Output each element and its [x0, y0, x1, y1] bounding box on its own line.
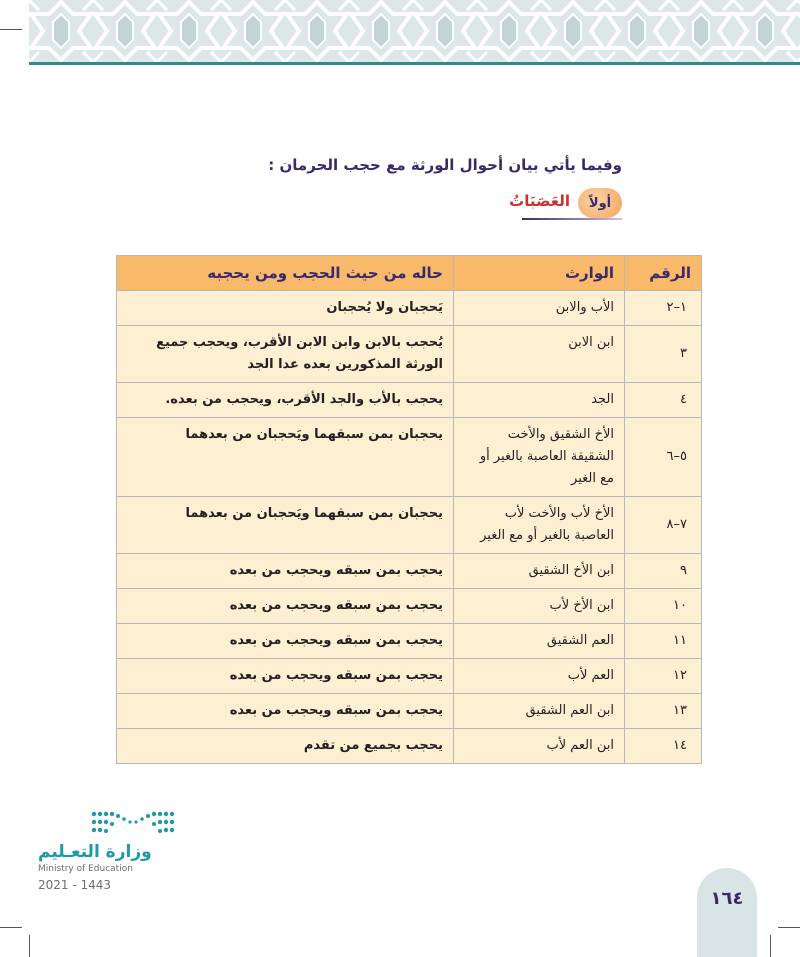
table-row: [117, 418, 702, 497]
table-row: [117, 589, 702, 624]
crop-mark-bottom-right-h: [778, 927, 800, 928]
row-state: يحجبان بمن سبقهما ويَحجبان من بعدهما: [117, 418, 454, 497]
row-heir: الأخ لأب والأخت لأب العاصبة بالغير أو مع الغير: [454, 497, 625, 554]
row-heir: ابن الابن: [454, 326, 625, 383]
row-number: ١٤: [625, 729, 702, 764]
table-row: [117, 291, 702, 326]
row-state: يحجب بمن سبقه ويحجب من بعده: [117, 589, 454, 624]
section-title: العَصَبَاتُ: [509, 192, 570, 210]
row-number: ١١: [625, 624, 702, 659]
page-number: ١٦٤: [710, 888, 744, 909]
row-heir: الجد: [454, 383, 625, 418]
table-row: [117, 729, 702, 764]
table-row: [117, 694, 702, 729]
table-header-row: [117, 256, 702, 291]
crop-mark-top-left: [0, 29, 22, 30]
section-underline: [522, 218, 622, 220]
table-row: [117, 383, 702, 418]
row-number: ٣: [625, 326, 702, 383]
header-heir: الوارث: [454, 256, 625, 291]
table-row: [117, 659, 702, 694]
row-heir: الأخ الشقيق والأخت الشقيقة العاصبة بالغير أو مع الغير: [454, 418, 625, 497]
row-state: يحجب بمن سبقه ويحجب من بعده: [117, 624, 454, 659]
decorative-header-band: [29, 0, 800, 62]
row-number: ٩: [625, 554, 702, 589]
row-heir: ابن الأخ الشقيق: [454, 554, 625, 589]
row-state: يحجب بالأب والجد الأقرب، ويحجب من بعده.: [117, 383, 454, 418]
row-state: يحجب بجميع من تقدم: [117, 729, 454, 764]
header-rule: [29, 62, 800, 65]
crop-mark-bottom-left-h: [0, 927, 22, 928]
table-row: [117, 497, 702, 554]
row-heir: ابن العم لأب: [454, 729, 625, 764]
table-row: [117, 554, 702, 589]
crop-mark-bottom-right-v: [770, 935, 771, 957]
ministry-name-en: Ministry of Education: [38, 864, 133, 874]
row-heir: العم لأب: [454, 659, 625, 694]
row-number: ٥–٦: [625, 418, 702, 497]
row-heir: ابن العم الشقيق: [454, 694, 625, 729]
crop-mark-bottom-left-v: [29, 935, 30, 957]
section-heading: [402, 188, 622, 222]
header-state: حاله من حيث الحجب ومن يحجبه: [117, 256, 454, 291]
row-number: ١٣: [625, 694, 702, 729]
row-state: يحجبان بمن سبقهما ويَحجبان من بعدهما: [117, 497, 454, 554]
row-heir: العم الشقيق: [454, 624, 625, 659]
ministry-year: 2021 - 1443: [38, 878, 112, 892]
ministry-logo: [38, 808, 188, 898]
row-state: يَحجبان ولا يُحجبان: [117, 291, 454, 326]
row-heir: ابن الأخ لأب: [454, 589, 625, 624]
ministry-dots-icon: [88, 808, 178, 838]
page-number-tab: [697, 868, 757, 957]
table-row: [117, 624, 702, 659]
section-badge: أولاً: [578, 188, 622, 218]
row-number: ١٢: [625, 659, 702, 694]
row-number: ١–٢: [625, 291, 702, 326]
row-state: يُحجب بالابن وابن الابن الأقرب، ويحجب جميع الورثة المذكورين بعده عدا الجد: [117, 326, 454, 383]
heirs-blocking-table: [116, 255, 702, 764]
row-state: يحجب بمن سبقه ويحجب من بعده: [117, 554, 454, 589]
row-number: ٤: [625, 383, 702, 418]
row-heir: الأب والابن: [454, 291, 625, 326]
intro-text: وفيما يأتي بيان أحوال الورثة مع حجب الحرمان :: [268, 156, 622, 174]
row-state: يحجب بمن سبقه ويحجب من بعده: [117, 694, 454, 729]
row-number: ٧–٨: [625, 497, 702, 554]
ministry-name-ar: وزارة التعـليم: [38, 842, 152, 862]
row-number: ١٠: [625, 589, 702, 624]
header-number: الرقم: [625, 256, 702, 291]
table-row: [117, 326, 702, 383]
row-state: يحجب بمن سبقه ويحجب من بعده: [117, 659, 454, 694]
arabesque-pattern-icon: [29, 0, 800, 62]
